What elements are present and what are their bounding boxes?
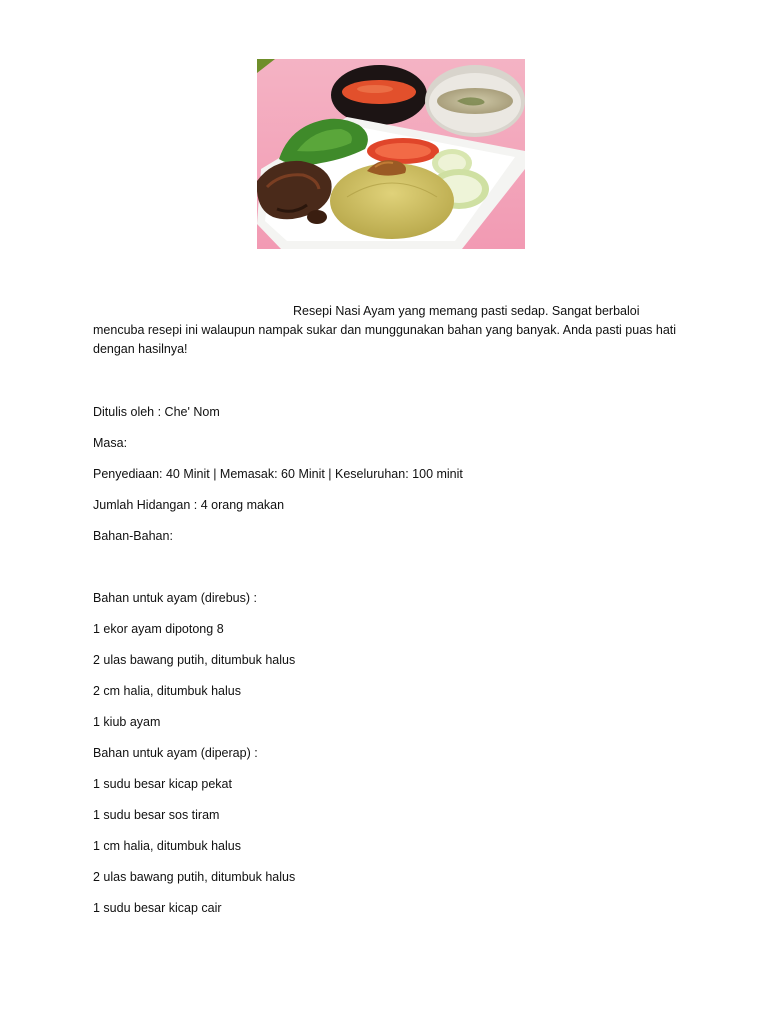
ingredient-item: 1 ekor ayam dipotong 8 <box>93 622 224 636</box>
author-line: Ditulis oleh : Che' Nom <box>93 405 220 419</box>
boiled-heading: Bahan untuk ayam (direbus) : <box>93 591 257 605</box>
nasi-ayam-photo <box>257 59 525 249</box>
intro-paragraph <box>93 302 683 359</box>
time-heading: Masa: <box>93 436 128 450</box>
ingredient-item: 1 sudu besar kicap cair <box>93 901 222 915</box>
ingredient-item: 1 sudu besar sos tiram <box>93 808 220 822</box>
ingredient-item: 2 ulas bawang putih, ditumbuk halus <box>93 870 296 884</box>
ingredient-item: 1 cm halia, ditumbuk halus <box>93 839 241 853</box>
intro-text: Resepi Nasi Ayam yang memang pasti sedap. Sangat berbaloi mencuba resepi ini walaupun nampak sukar dan munggunakan bahan yang banyak. Anda pasti puas hati dengan hasilnya! <box>93 304 677 356</box>
time-details: Penyediaan: 40 Minit | Memasak: 60 Minit | Keseluruhan: 100 minit <box>93 467 463 481</box>
ingredients-heading: Bahan-Bahan: <box>93 529 173 543</box>
marinade-heading: Bahan untuk ayam (diperap) : <box>93 746 258 760</box>
ingredient-item: 1 kiub ayam <box>93 715 161 729</box>
servings-line: Jumlah Hidangan : 4 orang makan <box>93 498 285 512</box>
ingredient-item: 2 ulas bawang putih, ditumbuk halus <box>93 653 296 667</box>
ingredient-item: 2 cm halia, ditumbuk halus <box>93 684 241 698</box>
ingredient-item: 1 sudu besar kicap pekat <box>93 777 232 791</box>
